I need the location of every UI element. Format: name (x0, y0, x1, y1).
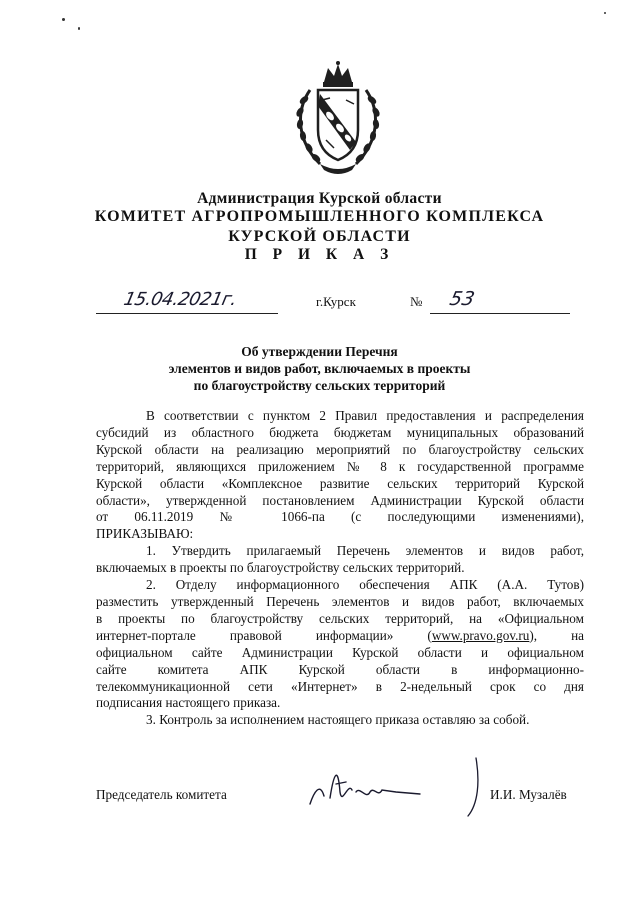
order-body (96, 408, 584, 729)
body-line: области», утвержденной постановлением Администрации Курской области (96, 492, 584, 508)
item-2-line: официальном сайте Администрации Курской области и официальном (96, 644, 584, 660)
body-line: Курской области на реализацию мероприятий по благоустройству сельских (96, 441, 584, 457)
coat-of-arms-icon (290, 60, 386, 176)
region-heading: КУРСКОЙ ОБЛАСТИ (228, 228, 411, 245)
pravo-link[interactable]: www.pravo.gov.ru (431, 627, 530, 643)
item-2-line: разместить утвержденный Перечень элементов и видов работ, включаемых (96, 593, 584, 609)
body-line: от 06.11.2019 № 1066-па (с последующими изменениями), (96, 509, 584, 525)
link-suffix: ), на (529, 627, 584, 643)
number-sign: № (410, 294, 423, 309)
signatory-name: И.И. Музалёв (490, 787, 567, 802)
order-city: г.Курск (316, 294, 356, 309)
order-date: 15.04.2021г. (121, 289, 239, 310)
signatory-position: Председатель комитета (96, 787, 227, 802)
item-2-line: в проекты по благоустройству сельских территорий, на «Официальном (96, 610, 584, 626)
order-number: 53 (447, 288, 477, 310)
item-1-line: включаемых в проекты по благоустройству сельских территорий. (96, 560, 465, 576)
number-underline (430, 313, 570, 314)
body-line: территорий, являющихся приложением № 8 к государственной программе (96, 458, 584, 474)
order-heading: П Р И К А З (244, 246, 395, 263)
body-line: субсидий из областного бюджета бюджетам муниципальных образований (96, 424, 584, 440)
order-title-line: Об утверждении Перечня (241, 344, 398, 359)
scan-speck (62, 18, 65, 21)
order-verb: ПРИКАЗЫВАЮ: (96, 526, 194, 542)
item-2-line (96, 628, 584, 645)
order-title-line: элементов и видов работ, включаемых в проекты (168, 361, 471, 376)
item-2-line: сайте комитета АПК Курской области в информационно- (96, 661, 584, 677)
link-prefix: интернет-портале правовой информации» ( (96, 627, 432, 643)
date-underline (96, 313, 278, 314)
committee-heading: КОМИТЕТ АГРОПРОМЫШЛЕННОГО КОМПЛЕКСА (94, 208, 545, 225)
body-line: В соответствии с пунктом 2 Правил предоставления и распределения (146, 408, 584, 423)
item-1-line: 1. Утвердить прилагаемый Перечень элементов и видов работ, (146, 543, 584, 559)
item-2-line: телекоммуникационной сети «Интернет» в 2-недельный срок со дня (96, 678, 584, 694)
administration-heading: Администрация Курской области (197, 190, 442, 207)
item-3-line: 3. Контроль за исполнением настоящего приказа оставляю за собой. (146, 712, 530, 728)
body-line: Курской области «Комплексное развитие сельских территорий Курской (96, 475, 584, 491)
handwritten-signature (300, 752, 500, 822)
item-2-line: 2. Отделу информационного обеспечения АПК (А.А. Тутов) (146, 577, 584, 593)
scan-speck (604, 12, 606, 14)
item-2-line: подписания настоящего приказа. (96, 695, 281, 711)
order-title-line: по благоустройству сельских территорий (193, 378, 446, 393)
scan-speck (78, 27, 80, 30)
